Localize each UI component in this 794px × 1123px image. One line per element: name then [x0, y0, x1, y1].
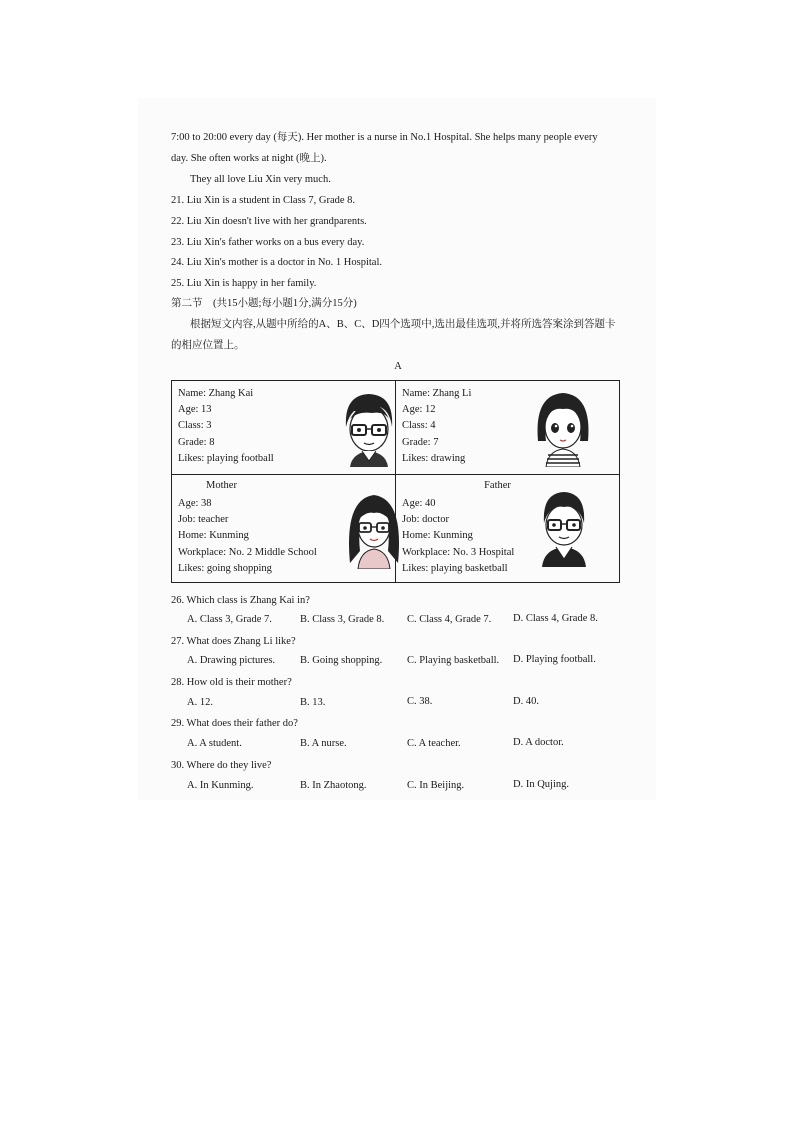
- card-title-mother: Mother: [206, 480, 237, 491]
- girl-avatar: [534, 389, 592, 467]
- question-27-option-b: B. Going shopping.: [300, 655, 383, 666]
- section-instruction-2: 的相应位置上。: [171, 340, 245, 351]
- card-line: Age: 40: [402, 498, 436, 509]
- question-28-option-d: D. 40.: [513, 696, 539, 707]
- card-line: Grade: 7: [402, 436, 439, 448]
- question-28-option-a: A. 12.: [187, 697, 213, 708]
- section-instruction-1: 根据短文内容,从题中所给的A、B、C、D四个选项中,选出最佳选项,并将所选答案涂到答题卡: [190, 319, 616, 330]
- question-30-option-c: C. In Beijing.: [407, 780, 465, 791]
- question-26-option-b: B. Class 3, Grade 8.: [300, 614, 385, 625]
- card-line: Home: Kunming: [402, 530, 473, 542]
- card-line: Grade: 8: [178, 436, 215, 448]
- card-line: Likes: going shopping: [178, 562, 272, 574]
- card-father: [396, 475, 620, 583]
- card-line: Job: doctor: [402, 514, 449, 526]
- boy-glasses-avatar: [340, 389, 398, 467]
- question-28-stem: 28. How old is their mother?: [171, 677, 292, 688]
- question-27-option-c: C. Playing basketball.: [407, 655, 500, 666]
- card-line: Name: Zhang Kai: [178, 388, 254, 399]
- card-line: Likes: drawing: [402, 452, 466, 464]
- question-21: 21. Liu Xin is a student in Class 7, Grade 8.: [171, 195, 356, 206]
- card-line: Class: 3: [178, 420, 212, 432]
- question-30-stem: 30. Where do they live?: [171, 760, 272, 771]
- question-29-stem: 29. What does their father do?: [171, 718, 298, 729]
- passage-line-1: 7:00 to 20:00 every day (每天). Her mother is a nurse in No.1 Hospital. She helps many people every: [171, 132, 598, 143]
- card-line: Workplace: No. 2 Middle School: [178, 546, 317, 558]
- passage-line-2: day. She often works at night (晚上).: [171, 153, 327, 164]
- card-line: Age: 13: [178, 404, 212, 416]
- question-30-option-b: B. In Zhaotong.: [300, 780, 367, 791]
- question-26-option-a: A. Class 3, Grade 7.: [187, 614, 272, 625]
- family-info-table: [171, 380, 620, 583]
- question-27-option-a: A. Drawing pictures.: [187, 655, 276, 666]
- question-26-option-d: D. Class 4, Grade 8.: [513, 613, 598, 624]
- passage-line-3: They all love Liu Xin very much.: [190, 174, 331, 185]
- question-28-option-c: C. 38.: [407, 696, 433, 707]
- question-23: 23. Liu Xin's father works on a bus every day.: [171, 237, 365, 248]
- question-22: 22. Liu Xin doesn't live with her grandparents.: [171, 216, 367, 227]
- question-29-option-b: B. A nurse.: [300, 738, 347, 749]
- card-line: Class: 4: [402, 420, 436, 432]
- card-line: Name: Zhang Li: [402, 388, 472, 399]
- question-28-option-b: B. 13.: [300, 697, 326, 708]
- card-line: Workplace: No. 3 Hospital: [402, 546, 515, 558]
- question-27-option-d: D. Playing football.: [513, 654, 596, 665]
- card-title-father: Father: [484, 480, 511, 491]
- question-29-option-d: D. A doctor.: [513, 737, 564, 748]
- question-29-option-c: C. A teacher.: [407, 738, 461, 749]
- question-26-stem: 26. Which class is Zhang Kai in?: [171, 595, 310, 606]
- card-line: Age: 12: [402, 404, 436, 416]
- question-26-option-c: C. Class 4, Grade 7.: [407, 614, 492, 625]
- question-29-option-a: A. A student.: [187, 738, 242, 749]
- card-line: Likes: playing basketball: [402, 562, 508, 574]
- man-glasses-avatar: [534, 489, 594, 567]
- card-zhang-kai: [172, 381, 396, 475]
- card-zhang-li: [396, 381, 620, 475]
- question-30-option-a: A. In Kunming.: [187, 780, 254, 791]
- card-line: Job: teacher: [178, 514, 229, 526]
- card-line: Home: Kunming: [178, 530, 249, 542]
- passage-label: A: [394, 361, 402, 372]
- question-25: 25. Liu Xin is happy in her family.: [171, 278, 317, 289]
- card-line: Age: 38: [178, 498, 212, 509]
- card-mother: [172, 475, 396, 583]
- question-30-option-d: D. In Qujing.: [513, 779, 569, 790]
- question-24: 24. Liu Xin's mother is a doctor in No. 1 Hospital.: [171, 257, 382, 268]
- card-line: Likes: playing football: [178, 452, 274, 464]
- question-27-stem: 27. What does Zhang Li like?: [171, 636, 296, 647]
- section-heading: 第二节 (共15小题;每小题1分,满分15分): [171, 298, 357, 309]
